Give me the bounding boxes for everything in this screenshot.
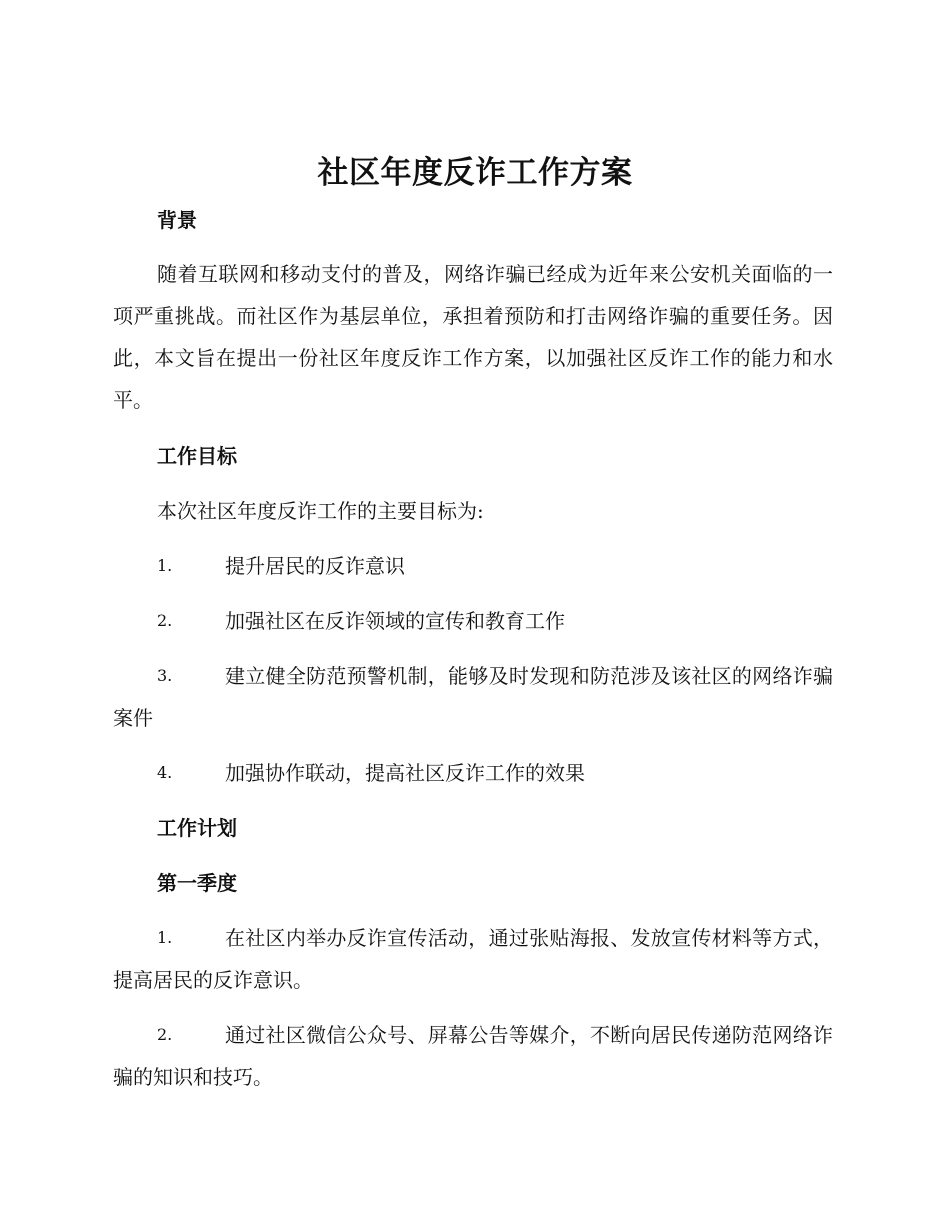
goal-item — [113, 545, 833, 587]
goal-item-text: 建立健全防范预警机制，能够及时发现和防范涉及该社区的网络诈骗案件 — [113, 664, 833, 730]
plan-item — [113, 1014, 833, 1098]
goal-item-text: 提升居民的反诈意识 — [225, 554, 405, 578]
goal-item-number: 1. — [157, 556, 173, 575]
section-heading-plan: 工作计划 — [157, 816, 237, 840]
goal-item-number: 4. — [157, 763, 173, 782]
section-heading-background: 背景 — [157, 208, 197, 232]
plan-item-number: 1. — [157, 928, 173, 947]
goal-item-number: 2. — [157, 611, 173, 630]
goal-item — [113, 655, 833, 739]
background-paragraph: 随着互联网和移动支付的普及，网络诈骗已经成为近年来公安机关面临的一项严重挑战。而社区作为基层单位，承担着预防和打击网络诈骗的重要任务。因此，本文旨在提出一份社区年度反诈工作方案，以加强社区反诈工作的能力和水平。 — [113, 262, 833, 412]
plan-item-text: 通过社区微信公众号、屏幕公告等媒介，不断向居民传递防范网络诈骗的知识和技巧。 — [113, 1023, 833, 1089]
plan-item-text: 在社区内举办反诈宣传活动，通过张贴海报、发放宣传材料等方式，提高居民的反诈意识。 — [113, 926, 833, 992]
plan-item — [113, 917, 833, 1001]
goal-item — [113, 600, 833, 642]
goal-item — [113, 752, 833, 794]
goal-item-number: 3. — [157, 666, 173, 685]
goals-intro: 本次社区年度反诈工作的主要目标为: — [157, 499, 484, 523]
subsection-heading-q1: 第一季度 — [157, 871, 237, 895]
section-heading-goals: 工作目标 — [157, 444, 237, 468]
document-title: 社区年度反诈工作方案 — [317, 155, 633, 191]
goal-item-text: 加强社区在反诈领域的宣传和教育工作 — [225, 609, 565, 633]
goal-item-text: 加强协作联动，提高社区反诈工作的效果 — [225, 761, 585, 785]
plan-item-number: 2. — [157, 1025, 173, 1044]
